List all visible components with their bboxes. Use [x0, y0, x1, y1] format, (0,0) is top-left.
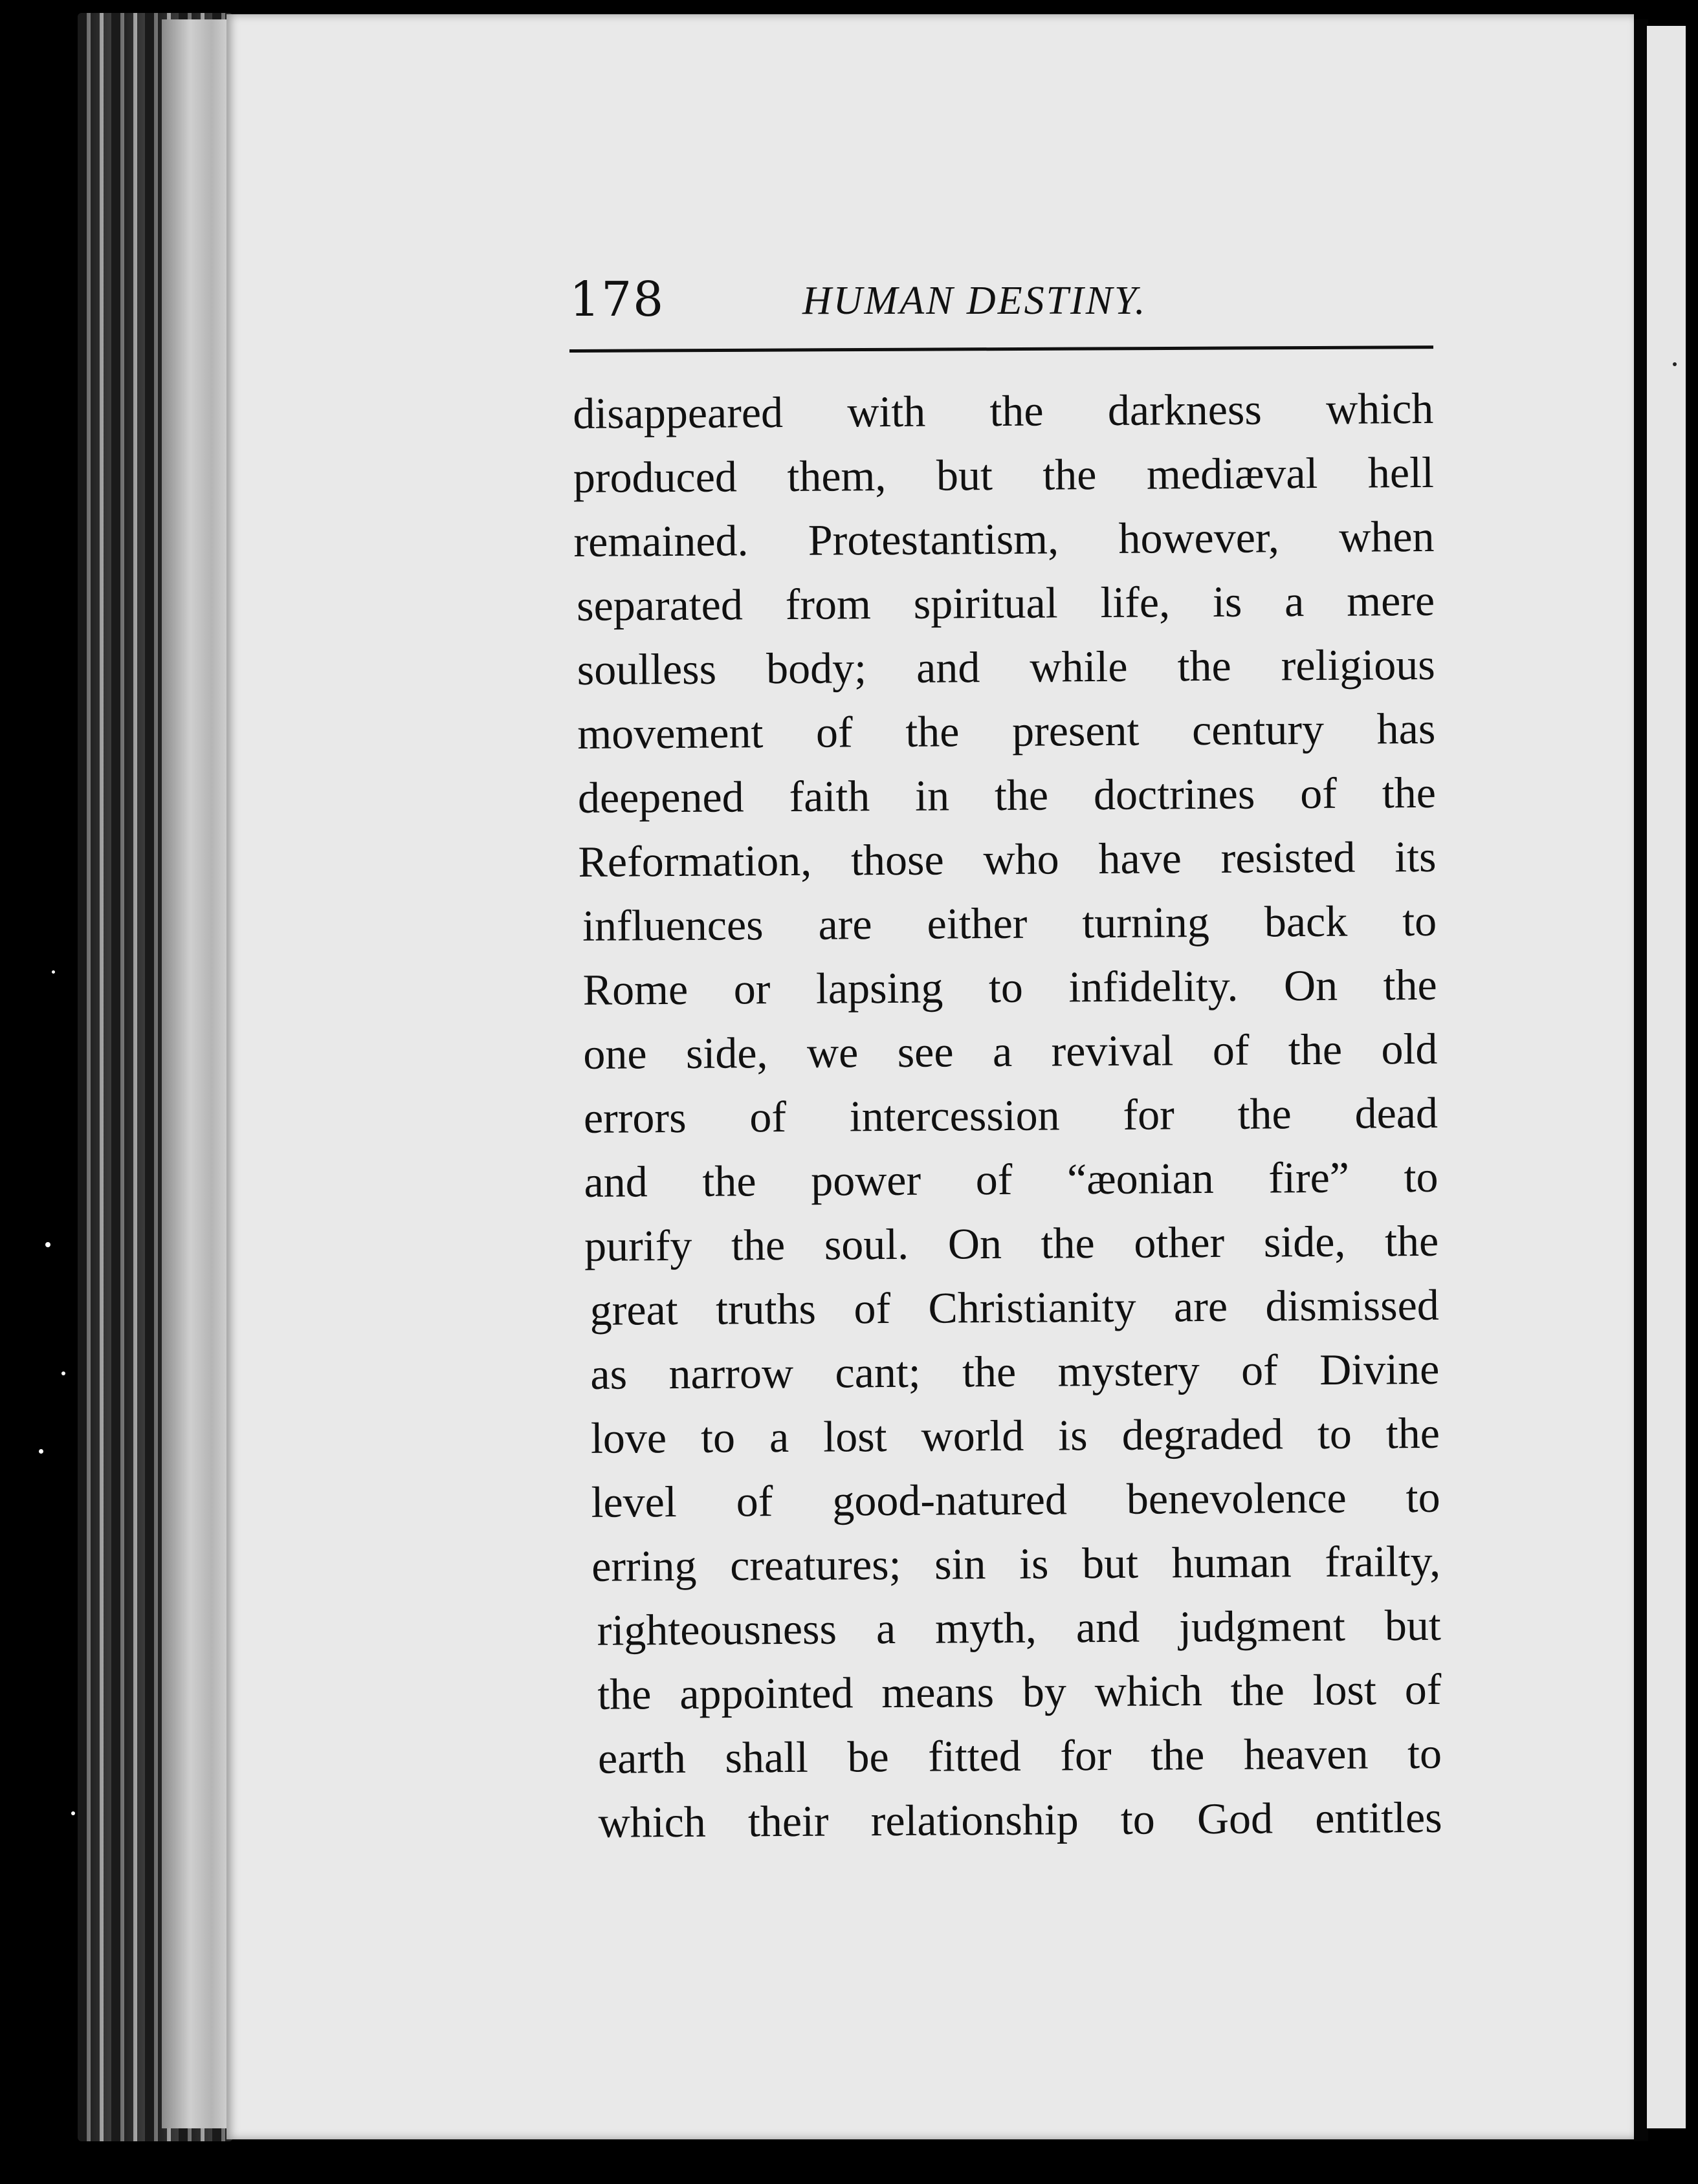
text-line: as narrow cant; the mystery of Divine — [590, 1344, 1440, 1399]
text-line: deepened faith in the doctrines of the — [577, 767, 1437, 822]
text-line: great truths of Christianity are dismissed — [590, 1280, 1439, 1335]
scan-speck — [52, 970, 55, 974]
text-line: produced them, but the mediæval hell — [573, 447, 1435, 502]
text-line: which their relationship to God entitles — [598, 1792, 1442, 1847]
text-line: earth shall be fitted for the heaven to — [597, 1728, 1442, 1783]
scan-speck — [1673, 362, 1677, 366]
text-line: righteousness a myth, and judgment but — [597, 1600, 1441, 1655]
text-line: the appointed means by which the lost of — [597, 1664, 1442, 1719]
page-edges-highlight — [162, 19, 233, 2128]
text-line: movement of the present century has — [577, 703, 1436, 758]
text-line: errors of intercession for the dead — [583, 1087, 1439, 1142]
body-text — [573, 377, 1442, 1855]
page-header — [569, 272, 1437, 343]
scan-speck — [71, 1811, 75, 1815]
running-head: HUMAN DESTINY. — [802, 279, 1147, 323]
text-line: soulless body; and while the religious — [577, 639, 1435, 694]
scan-speck — [61, 1371, 65, 1375]
facing-page-sliver — [1647, 26, 1686, 2128]
text-line: and the power of “æonian fire” to — [584, 1152, 1439, 1207]
text-line: level of good-natured benevolence to — [591, 1472, 1440, 1527]
text-line: Reformation, those who have resisted its — [578, 831, 1437, 886]
text-line: separated from spiritual life, is a mere — [576, 575, 1435, 630]
scan-speck — [39, 1449, 43, 1454]
scan-speck — [45, 1242, 50, 1247]
text-line: Rome or lapsing to infidelity. On the — [582, 959, 1437, 1014]
text-line: erring creatures; sin is but human frailty, — [591, 1536, 1441, 1591]
book-gutter — [1634, 19, 1648, 2141]
page-number: 178 — [569, 272, 665, 327]
text-line: remained. Protestantism, however, when — [573, 511, 1435, 566]
text-line: love to a lost world is degraded to the — [590, 1408, 1440, 1463]
text-line: purify the soul. On the other side, the — [584, 1216, 1439, 1271]
text-line: influences are either turning back to — [582, 895, 1437, 950]
text-line: one side, we see a revival of the old — [583, 1023, 1438, 1078]
text-line: disappeared with the darkness which — [573, 383, 1434, 438]
